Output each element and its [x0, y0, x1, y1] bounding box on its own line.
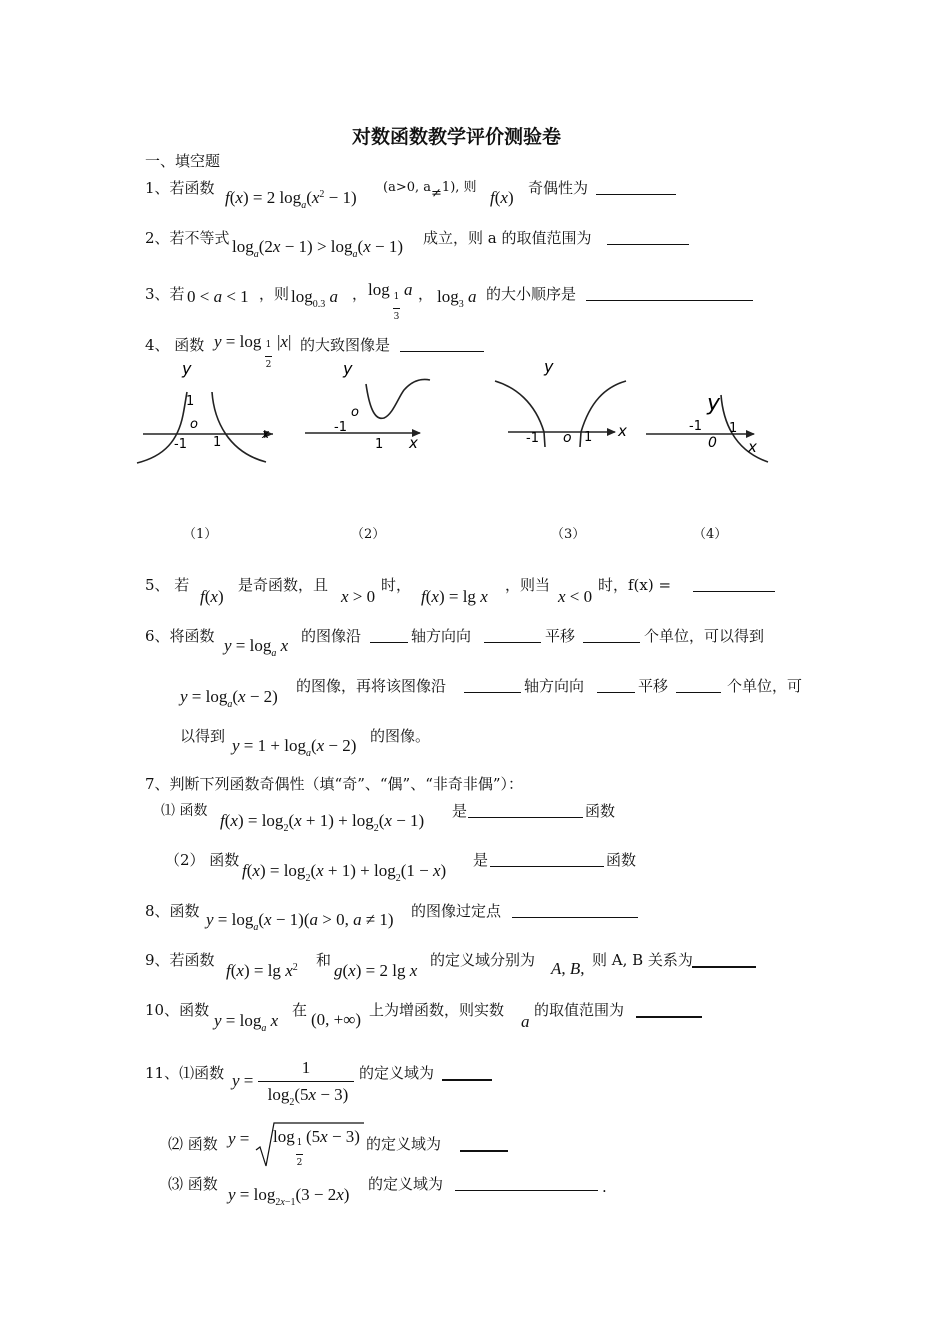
- q11-p3-formula: $y = \log_{2x-1}(3 - 2x)$: [228, 1185, 350, 1208]
- q7-p2-blank[interactable]: [490, 853, 604, 870]
- page-title: 对数函数教学评价测验卷: [352, 126, 562, 148]
- q5-mid2: 时，: [381, 576, 412, 594]
- q3-answer-blank[interactable]: [586, 287, 753, 304]
- q10-var: a: [521, 1012, 530, 1031]
- tick-label: -1: [526, 431, 539, 446]
- q3-mid1: ，则: [259, 285, 290, 303]
- q1-suffix: 奇偶性为: [528, 179, 589, 197]
- graph-3[interactable]: [495, 357, 627, 447]
- section-heading: 一、填空题: [145, 152, 221, 170]
- q11-p2-lhs: y =: [228, 1129, 250, 1148]
- q6-l2c: 平移: [638, 677, 669, 695]
- q2-prefix: 2、若不等式: [145, 229, 230, 247]
- q9-sets: A, B,: [551, 959, 585, 978]
- q6-l1a: 的图像沿: [301, 627, 362, 645]
- tick-label: 1: [375, 437, 384, 452]
- q4-formula-base: 1 2: [265, 340, 272, 370]
- q6-blank-1[interactable]: [370, 629, 408, 646]
- q11-p1-prefix: 11、⑴函数: [145, 1064, 225, 1082]
- q6-l1d: 个单位，可以得到: [644, 627, 765, 645]
- q6-blank-5[interactable]: [597, 679, 635, 696]
- q3-expr3: $\log_3 a$: [437, 287, 477, 310]
- q5-prefix: 5、 若: [145, 576, 190, 594]
- q6-formula2: $y = \log_a(x - 2)$: [180, 687, 278, 710]
- q11-p2-radicand: log: [273, 1127, 295, 1146]
- q9-mid: 的定义域分别为: [430, 951, 536, 969]
- q8-prefix: 8、函数: [145, 902, 200, 920]
- q7-p1-blank[interactable]: [468, 804, 583, 821]
- q11-p1-suffix: 的定义域为: [359, 1064, 435, 1082]
- q1-answer-blank[interactable]: [596, 181, 676, 198]
- origin-label: 0: [708, 435, 717, 451]
- q9-formula1: $f(x) = \lg x^2$: [226, 961, 298, 980]
- q1-fx: f(x): [490, 188, 514, 207]
- q5-mid1: 是奇函数，且: [238, 576, 329, 594]
- tick-label: 1: [584, 430, 593, 445]
- q5-formula: f(x) = lg x: [421, 587, 488, 606]
- q8-suffix: 的图像过定点: [411, 902, 502, 920]
- q10-in: 在: [292, 1001, 308, 1019]
- q2-suffix: 成立，则 a 的取值范围为: [423, 229, 592, 247]
- q9-and: 和: [316, 951, 332, 969]
- q6-l3b: 的图像。: [370, 727, 431, 745]
- q6-blank-3[interactable]: [583, 629, 640, 646]
- q6-blank-6[interactable]: [676, 679, 721, 696]
- q3-mid3: ，: [418, 285, 434, 303]
- q9-formula2: g(x) = 2 lg x: [334, 961, 418, 980]
- x-label: x: [748, 438, 757, 456]
- q10-mid: 上为增函数，则实数: [369, 1001, 505, 1019]
- q1-condition: (a>0, a≠1), 则: [383, 180, 477, 201]
- q10-interval: (0, +∞): [311, 1010, 362, 1029]
- q7-p2-prefix: （2） 函数: [165, 851, 240, 869]
- q7-p2-mid: 是: [473, 851, 489, 869]
- q2-answer-blank[interactable]: [607, 231, 689, 248]
- tick-label: -1: [174, 437, 187, 452]
- q7-p1-suffix: 函数: [585, 802, 616, 820]
- q6-l2d: 个单位，可: [727, 677, 803, 695]
- x-label: x: [618, 422, 627, 440]
- q6-l1b: 轴方向向: [411, 627, 472, 645]
- graph-1-right-curve: [212, 392, 266, 462]
- graph-1[interactable]: [137, 359, 273, 463]
- q6-prefix: 6、将函数: [145, 627, 215, 645]
- tick-label: 1: [213, 435, 222, 450]
- origin-label: o: [190, 417, 198, 432]
- graph-1-caption[interactable]: （1）: [183, 527, 218, 542]
- x-label: x: [409, 434, 418, 452]
- origin-label: o: [351, 405, 359, 420]
- q11-p3-prefix: ⑶ 函数: [168, 1175, 218, 1193]
- q11-p2-base: 1 2: [296, 1138, 303, 1168]
- q6-l1c: 平移: [545, 627, 576, 645]
- graph-2-curve: [366, 379, 430, 418]
- q4-prefix: 4、 函数: [145, 336, 205, 354]
- q7-p1-prefix: ⑴ 函数: [161, 803, 208, 819]
- q9-suffix: 则 A, B 关系为: [592, 951, 693, 969]
- q6-l2b: 轴方向向: [524, 677, 585, 695]
- q6-formula1: $y = \log_a x$: [224, 636, 289, 659]
- y-label: y: [544, 357, 554, 376]
- q4-answer-blank[interactable]: [400, 338, 484, 355]
- tick-label: 1: [186, 394, 195, 409]
- q3-condition: 0 < a < 1: [187, 287, 249, 306]
- arrow-icon: [746, 430, 755, 438]
- q4-formula-arg: |x|: [277, 332, 292, 351]
- q6-blank-2[interactable]: [484, 629, 541, 646]
- q3-expr1: $\log_{0.3} a$: [291, 287, 338, 310]
- graph-2-caption[interactable]: （2）: [351, 527, 386, 542]
- q5-suffix: 时，f(x) =: [598, 576, 672, 594]
- q10-suffix: 的取值范围为: [534, 1001, 625, 1019]
- q3-mid2: ，: [352, 285, 368, 303]
- q11-p3-blank[interactable]: [455, 1177, 598, 1194]
- q11-p1-blank[interactable]: [442, 1066, 492, 1084]
- graph-2[interactable]: [305, 359, 430, 452]
- graph-4-caption[interactable]: （4）: [693, 527, 728, 542]
- q11-end: .: [602, 1178, 607, 1196]
- q2-formula: $\log_a(2x - 1) > \log_a(x - 1)$: [232, 237, 403, 260]
- graph-4[interactable]: [646, 391, 768, 462]
- y-label: y: [343, 359, 353, 378]
- q5-cond1: x > 0: [341, 587, 376, 606]
- tick-label: -1: [334, 420, 347, 435]
- q3-expr2-base: 1 3: [393, 292, 400, 322]
- q11-p2-arg: (5x − 3): [306, 1127, 360, 1146]
- q11-p1-lhs: y =: [232, 1071, 254, 1090]
- q9-prefix: 9、若函数: [145, 951, 215, 969]
- q10-prefix: 10、函数: [145, 1001, 210, 1019]
- arrow-icon: [607, 428, 616, 436]
- tick-label: -1: [689, 419, 702, 434]
- q7-p1-formula: $f(x) = \log_2(x + 1) + \log_2(x - 1)$: [220, 811, 425, 834]
- q5-cond2: x < 0: [558, 587, 593, 606]
- graph-1-left-curve: [137, 392, 187, 463]
- q6-l3a: 以得到: [180, 727, 226, 745]
- q3-expr2: log: [368, 280, 390, 299]
- q11-p3-suffix: 的定义域为: [368, 1175, 444, 1193]
- q4-suffix: 的大致图像是: [300, 336, 391, 354]
- q7-p2-formula: $f(x) = \log_2(x + 1) + \log_2(1 - x)$: [242, 861, 447, 884]
- q3-prefix: 3、若: [145, 285, 185, 303]
- graph-3-caption[interactable]: （3）: [551, 527, 586, 542]
- q1-prefix: 1、若函数: [145, 179, 215, 197]
- x-label: x: [262, 427, 270, 441]
- q6-formula3: $y = 1 + \log_a(x - 2)$: [232, 736, 357, 759]
- q7-p1-mid: 是: [452, 802, 468, 820]
- q5-answer-blank[interactable]: [693, 578, 775, 595]
- origin-label: o: [563, 430, 572, 446]
- q7-p2-suffix: 函数: [606, 851, 637, 869]
- q7-intro: 7、判断下列函数奇偶性（填“奇”、“偶”、“非奇非偶”）：: [145, 775, 524, 793]
- q5-mid3: ，则当: [505, 576, 551, 594]
- tick-label: 1: [729, 421, 738, 436]
- q8-answer-blank[interactable]: [512, 904, 638, 921]
- q11-p2-suffix: 的定义域为: [366, 1135, 442, 1153]
- q4-graph-options: [0, 355, 950, 485]
- q11-p1-fraction: $\frac{1}{\log_2(5x - 3)}$: [258, 1058, 358, 1105]
- q8-formula: $y = \log_a(x - 1)(a > 0$, a ≠ 1): [206, 910, 394, 933]
- q10-formula: $y = \log_a x$: [214, 1011, 279, 1034]
- q1-formula: f(x) = 2 $\log_a(x^2 - 1)$: [225, 188, 357, 211]
- q9-answer-blank[interactable]: [692, 953, 756, 971]
- y-label: y: [707, 391, 721, 416]
- q10-answer-blank[interactable]: [636, 1003, 702, 1021]
- q6-l2a: 的图像，再将该图像沿: [296, 677, 447, 695]
- q11-p2-blank[interactable]: [460, 1137, 508, 1155]
- q11-p2-prefix: ⑵ 函数: [168, 1135, 218, 1153]
- q6-blank-4[interactable]: [464, 679, 521, 696]
- q4-formula: y = log: [214, 332, 262, 351]
- q3-expr2-arg: a: [404, 280, 413, 299]
- q3-suffix: 的大小顺序是: [486, 285, 577, 303]
- q5-fx: f(x): [200, 587, 224, 606]
- y-label: y: [182, 359, 192, 378]
